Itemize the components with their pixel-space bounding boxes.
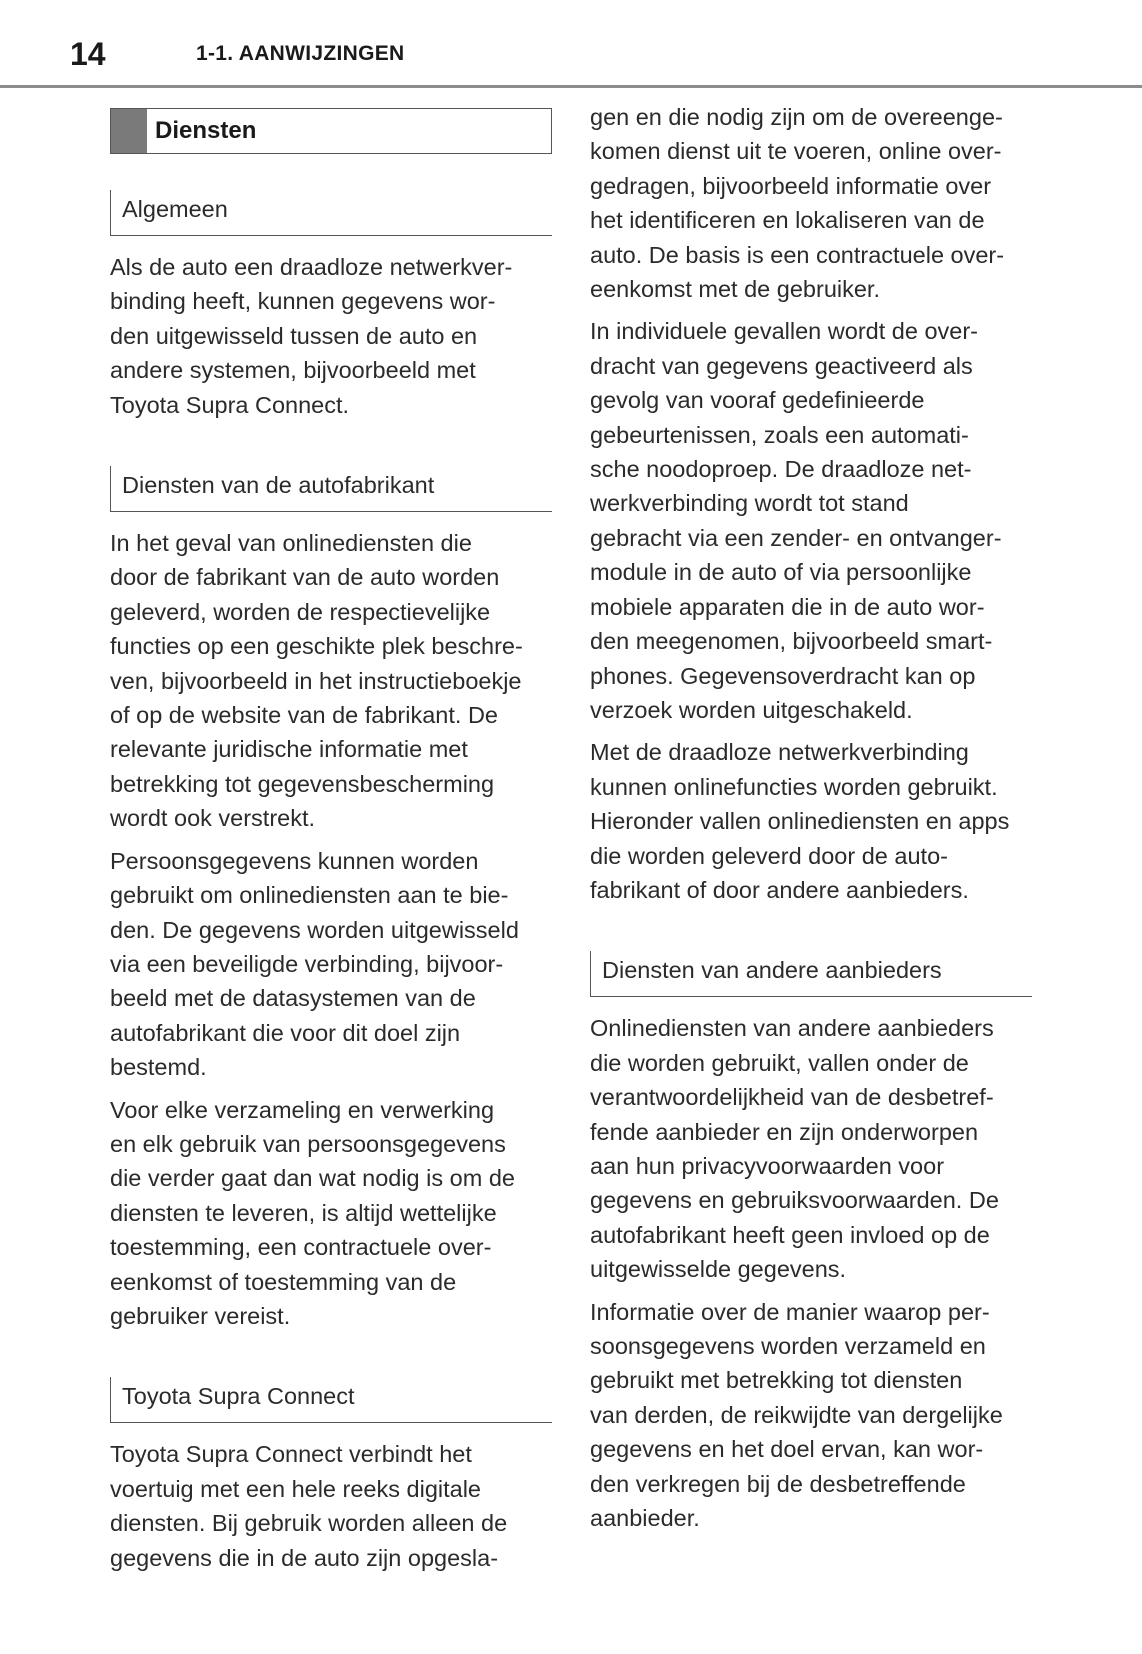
paragraph: In het geval van onlinediensten die door de fabrikant van de auto worden geleverd, worden de respectievelijke functies op een geschikte plek beschre- ven, bijvoorbeeld in het instructieboekje of op de website van de fabrikant. De relevante juridische informatie met betrekking tot gegevensbescherming wordt ook verstrekt. [110,530,523,832]
subheading-diensten-autofabrikant: Diensten van de autofabrikant [110,466,552,512]
paragraph: Onlinediensten van andere aanbieders die worden gebruikt, vallen onder de verantwoordelijkheid van de desbetref- fende aanbieder en zijn onderworpen aan hun privacyvoorwaarden voor gegevens en gebruiksvoorwaarden. De autofabrikant heeft geen invloed op de uitgewisselde gegevens. [590,1015,999,1283]
paragraph: Informatie over de manier waarop per- soonsgegevens worden verzameld en gebruikt met betrekking tot diensten van derden, de reikwijdte van dergelijke gegevens en het doel ervan, kan wor- den verkregen bij de desbetreffende aanbieder. [590,1298,1003,1532]
main-heading [110,108,552,154]
header-divider [0,85,1142,88]
page-number: 14 [70,36,106,72]
paragraph: Persoonsgegevens kunnen worden gebruikt om onlinediensten aan te bie- den. De gegevens worden uitgewisseld via een beveiligde verbinding, bijvoor- beeld met de datasystemen van de autofabrikant die voor dit doel zijn bestemd. [110,847,519,1081]
main-heading-title: Diensten [155,117,257,144]
right-column [590,100,1032,1543]
subheading-andere-aanbieders: Diensten van andere aanbieders [590,951,1032,997]
paragraph: Met de draadloze netwerkverbinding kunnen onlinefuncties worden gebruikt. Hieronder vallen onlinediensten en apps die worden geleverd door de auto- fabrikant of door andere aanbieders. [590,739,1010,903]
subheading-algemeen: Algemeen [110,190,552,236]
paragraph: Voor elke verzameling en verwerking en elk gebruik van persoonsgegevens die verder gaat dan wat nodig is om de diensten te leveren, is altijd wettelijke toestemming, een contractuele over- eenkomst of toestemming van de gebruiker vereist. [110,1096,515,1329]
paragraph: gen en die nodig zijn om de overeenge- komen dienst uit te voeren, online over- gedragen, bijvoorbeeld informatie over het identificeren en lokaliseren van de auto. De basis is een contractuele over- eenkomst met de gebruiker. [590,104,1005,303]
subheading-toyota-supra-connect: Toyota Supra Connect [110,1377,552,1423]
paragraph: In individuele gevallen wordt de over- dracht van gegevens geactiveerd als gevolg van vooraf gedefinieerde gebeurtenissen, zoals een automati- sche noodoproep. De draadloze net- werkverbinding wordt tot stand gebracht via een zender- en ontvanger- module in de auto of via persoonlijke mobiele apparaten die in de auto wor- den meegenomen, bijvoorbeeld smart- phones. Gegevensoverdracht kan op verzoek worden uitgeschakeld. [590,318,1002,723]
paragraph: Toyota Supra Connect verbindt het voertuig met een hele reeks digitale diensten. Bij gebruik worden alleen de gegevens die in de auto zijn opgesla- [110,1441,508,1571]
left-column [110,100,552,1583]
page-header [0,0,1142,92]
paragraph: Als de auto een draadloze netwerkver- binding heeft, kunnen gegevens wor- den uitgewisseld tussen de auto en andere systemen, bijvoorbeeld met Toyota Supra Connect. [110,254,513,418]
section-title: 1-1. AANWIJZINGEN [196,42,405,65]
heading-marker [111,109,147,153]
